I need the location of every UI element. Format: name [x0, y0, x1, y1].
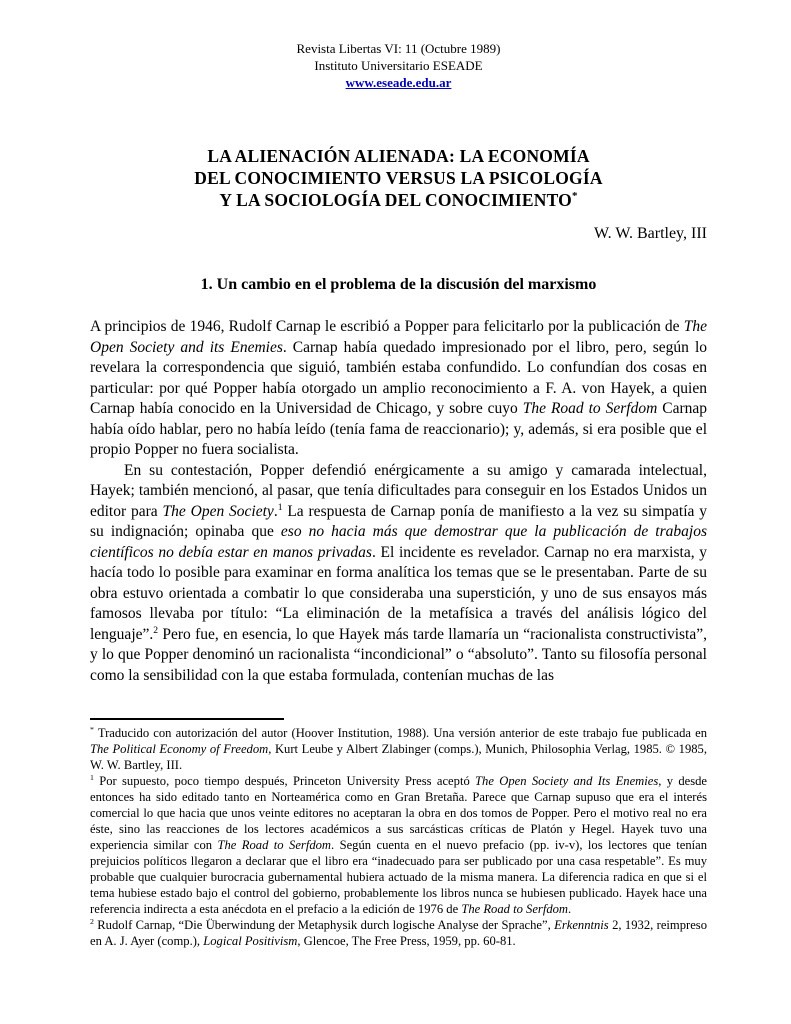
title-line-3	[90, 189, 707, 211]
title-footnote-marker: *	[571, 190, 578, 203]
paragraph-1: A principios de 1946, Rudolf Carnap le escribió a Popper para felicitarlo por la publicación de The Open Society and its Enemies. Carnap había quedado impresionado por el libro, pero, según lo revelara la correspondencia que siguió, también estaba confundido. Lo confundían dos cosas en particular: por qué Popper había otorgado un amplio reconocimiento a F. A. von Hayek, a quien Carnap había conocido en la Universidad de Chicago, y sobre cuyo The Road to Serfdom Carnap había oído hablar, pero no había leído (tenía fama de reaccionario); y, además, si era posible que el propio Popper no fuera socialista.	[90, 318, 708, 458]
journal-title-line: Revista Libertas VI: 11 (Octubre 1989)	[296, 41, 501, 56]
section-heading: 1. Un cambio en el problema de la discusión del marxismo	[200, 276, 597, 293]
footnote-asterisk: * Traducido con autorización del autor (Hoover Institution, 1988). Una versión anterior de este trabajo fue publicada en The Political Economy of Freedom, Kurt Leube y Albert Zlabinger (comps.), Munich, Philosophia Verlag, 1985. © 1985, W. W. Bartley, III.	[90, 724, 707, 772]
paragraph-2: En su contestación, Popper defendió enérgicamente a su amigo y camarada intelectual, Hayek; también mencionó, al pasar, que tenía dificultades para conseguir en los Estados Unidos un editor para The Open Society.$^1$ La respuesta de Carnap ponía de manifiesto a la vez su simpatía y su indignación; opinaba que eso no hacia más que demostrar que la publicación de trabajos científicos no debía estar en manos privadas. El incidente es revelador. Carnap no era marxista, y hacía todo lo posible para examinar en forma analítica los temas que se le presentaban. Parte de su obra estuvo orientada a combatir lo que consideraba una superstición, y uno de sus ensayos más famosos llevaba por título: “La eliminación de la metafísica a través del análisis lógico del lenguaje”.$^2$ Pero fue, en esencia, lo que Hayek más tarde llamaría un “racionalista constructivista”, y lo que Popper denominó un racionalista “incondicional” o “absoluto”. Tanto su filosofía personal como la sensibilidad con la que estaba formulada, contenían muchas de las	[90, 461, 708, 684]
footnote-2: $^2$ Rudolf Carnap, “Die Überwindung der Metaphysik durch logische Analyse der Sprache”, Erkenntnis 2, 1932, reimpreso en A. J. Ayer (comp.), Logical Positivism, Glencoe, The Free Press, 1959, pp. 60-81.	[90, 916, 707, 948]
journal-header	[90, 40, 707, 91]
article-body	[90, 317, 707, 686]
article-title	[90, 145, 707, 211]
title-line-3-text: Y LA SOCIOLOGÍA DEL CONOCIMIENTO	[219, 190, 572, 210]
footnotes-section	[90, 725, 707, 949]
website-link[interactable]: www.eseade.edu.ar	[345, 75, 452, 90]
title-line-2: DEL CONOCIMIENTO VERSUS LA PSICOLOGÍA	[194, 168, 603, 188]
footnote-1: $^1$ Por supuesto, poco tiempo después, Princeton University Press aceptó The Open Society and Its Enemies, y desde entonces ha sido editado tanto en Norteamérica como en Gran Bretaña. Parece que Carnap supuso que era el interés comercial lo que hacia que unos veinte editores no aceptaran la obra en dos tomos de Popper. Pero el motivo real no era éste, sino las reacciones de los lectores académicos a sus sarcásticas críticas de Platón y Hegel. Hayek tuvo una experiencia similar con The Road to Serfdom. Según cuenta en el nuevo prefacio (pp. iv-v), los lectores que tenían prejuicios políticos llegaron a declarar que el libro era “inadecuado para ser publicado por una casa respetable”. Es muy probable que cualquier burocracia gubernamental hubiera actuado de la misma manera. La diferencia radica en que si el tema hubiese estado bajo el control del gobierno, probablemente los libros nunca se hubiesen publicado. Hayek hace una referencia indirecta a esta anécdota en el prefacio a la edición de 1976 de The Road to Serfdom.	[90, 772, 708, 916]
title-line-1: LA ALIENACIÓN ALIENADA: LA ECONOMÍA	[207, 146, 590, 166]
institute-line: Instituto Universitario ESEADE	[314, 58, 483, 73]
footnote-separator	[90, 718, 284, 720]
author-byline: W. W. Bartley, III	[593, 225, 707, 242]
